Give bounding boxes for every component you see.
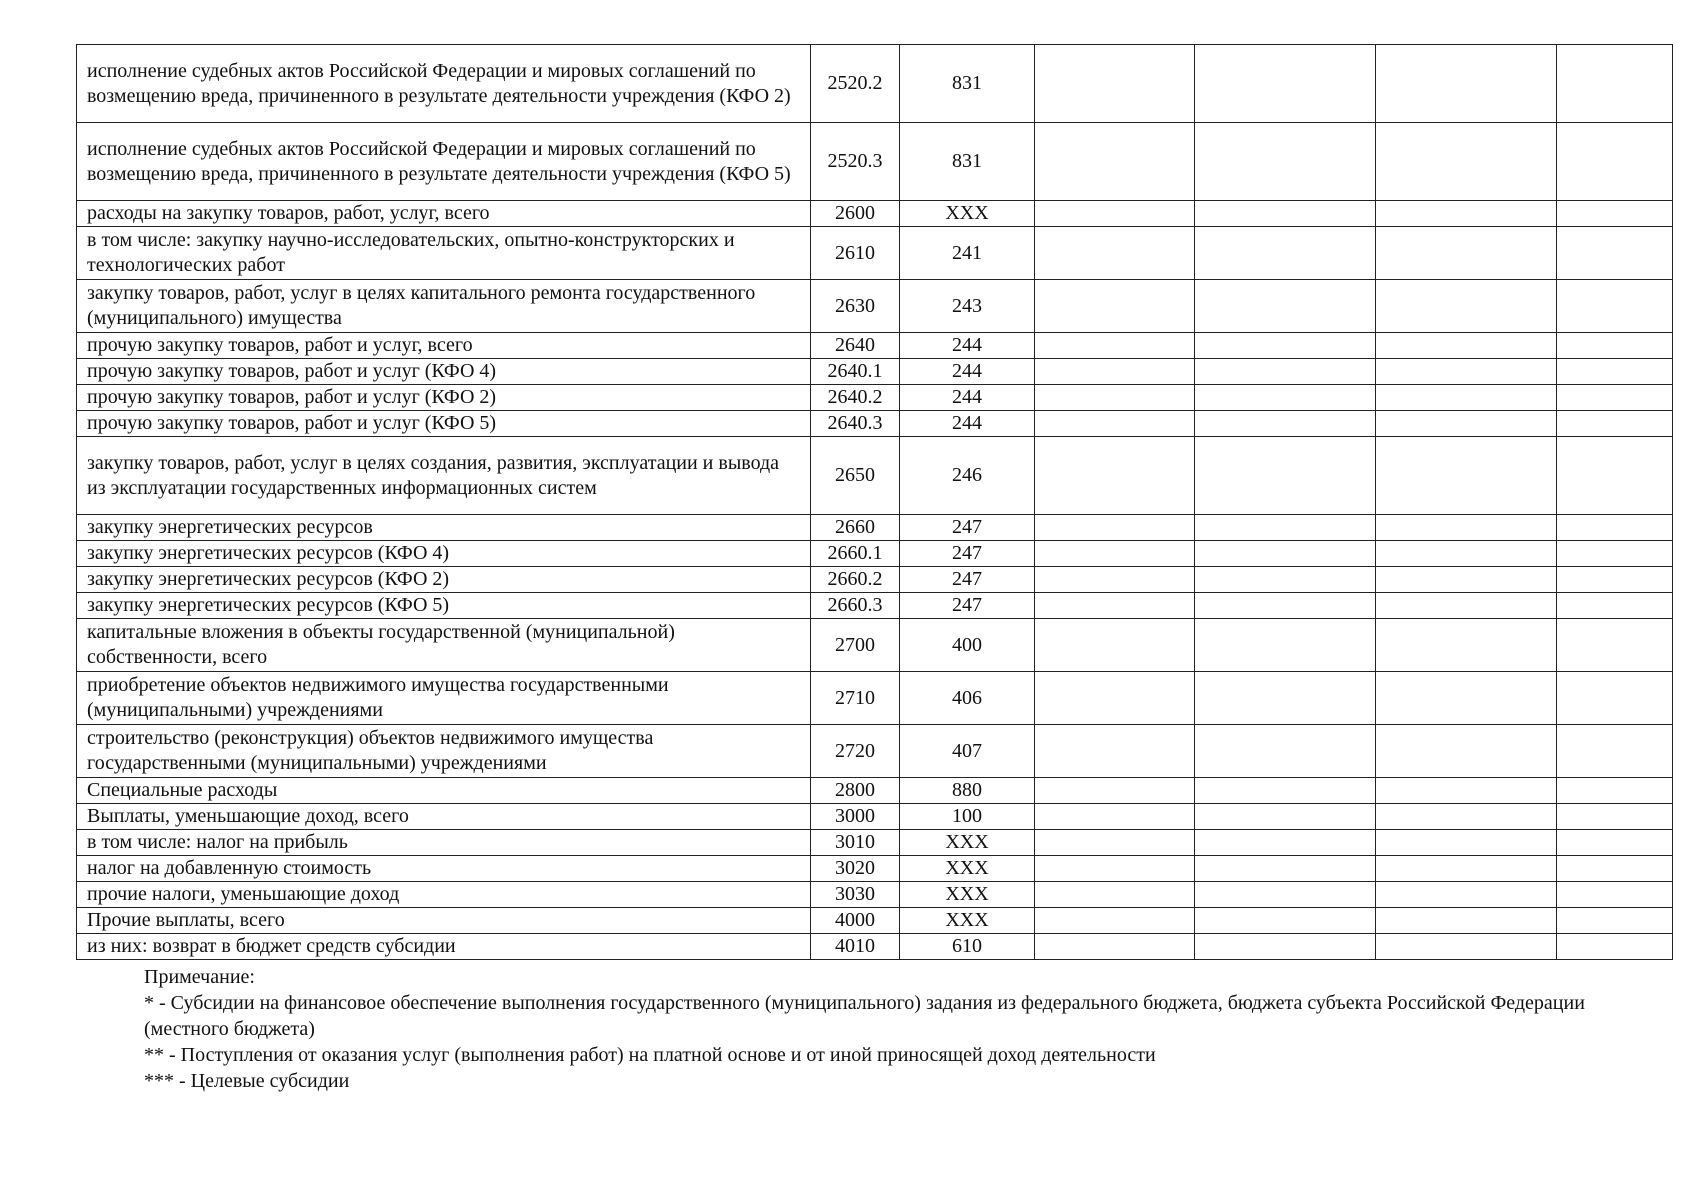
note-item-3: *** - Целевые субсидии [144, 1070, 350, 1092]
row-amount-cell [1376, 804, 1557, 830]
row-name-cell: приобретение объектов недвижимого имущества государственными (муниципальными) учреждениями [77, 672, 811, 725]
row-amount-cell [1557, 359, 1673, 385]
row-kbk-cell: 400 [900, 619, 1035, 672]
row-name-cell: закупку энергетических ресурсов [77, 515, 811, 541]
row-amount-cell [1195, 567, 1376, 593]
row-amount-cell [1195, 593, 1376, 619]
row-code-cell: 2600 [811, 201, 900, 227]
row-kbk-cell: 241 [900, 227, 1035, 280]
row-amount-cell [1376, 882, 1557, 908]
row-amount-cell [1557, 227, 1673, 280]
row-kbk-cell: 244 [900, 333, 1035, 359]
table-row [77, 672, 1673, 725]
expenses-table [76, 44, 1673, 960]
row-amount-cell [1035, 830, 1195, 856]
row-amount-cell [1195, 934, 1376, 960]
row-kbk-cell: XXX [900, 201, 1035, 227]
row-code-cell: 2660.3 [811, 593, 900, 619]
table-row [77, 515, 1673, 541]
table-row [77, 882, 1673, 908]
row-amount-cell [1557, 280, 1673, 333]
row-amount-cell [1035, 123, 1195, 201]
row-amount-cell [1557, 856, 1673, 882]
row-kbk-cell: 243 [900, 280, 1035, 333]
table-row [77, 45, 1673, 123]
row-code-cell: 2710 [811, 672, 900, 725]
row-amount-cell [1557, 437, 1673, 515]
table-row [77, 934, 1673, 960]
row-name-cell: прочую закупку товаров, работ и услуг (КФО 2) [77, 385, 811, 411]
row-kbk-cell: 831 [900, 123, 1035, 201]
row-amount-cell [1195, 804, 1376, 830]
row-code-cell: 2640.2 [811, 385, 900, 411]
row-amount-cell [1557, 830, 1673, 856]
row-amount-cell [1557, 725, 1673, 778]
row-amount-cell [1035, 804, 1195, 830]
row-amount-cell [1195, 515, 1376, 541]
note-item-1: * - Субсидии на финансовое обеспечение выполнения государственного (муниципального) задания из федерального бюджета, бюджета субъекта Российской Федерации (местного бюджета) [144, 992, 1585, 1040]
row-name-cell: прочую закупку товаров, работ и услуг (КФО 4) [77, 359, 811, 385]
row-amount-cell [1195, 201, 1376, 227]
row-amount-cell [1376, 515, 1557, 541]
row-name-cell: прочую закупку товаров, работ и услуг (КФО 5) [77, 411, 811, 437]
row-amount-cell [1376, 830, 1557, 856]
row-amount-cell [1376, 123, 1557, 201]
table-row [77, 385, 1673, 411]
row-amount-cell [1195, 672, 1376, 725]
row-name-cell: закупку товаров, работ, услуг в целях капитального ремонта государственного (муниципального) имущества [77, 280, 811, 333]
row-amount-cell [1376, 908, 1557, 934]
row-amount-cell [1376, 201, 1557, 227]
table-row [77, 227, 1673, 280]
row-amount-cell [1557, 45, 1673, 123]
row-kbk-cell: 247 [900, 541, 1035, 567]
row-name-cell: прочие налоги, уменьшающие доход [77, 882, 811, 908]
row-kbk-cell: XXX [900, 908, 1035, 934]
row-kbk-cell: XXX [900, 830, 1035, 856]
row-kbk-cell: 100 [900, 804, 1035, 830]
row-name-cell: закупку энергетических ресурсов (КФО 2) [77, 567, 811, 593]
row-amount-cell [1195, 541, 1376, 567]
row-kbk-cell: 407 [900, 725, 1035, 778]
row-amount-cell [1376, 333, 1557, 359]
note-item-2: ** - Поступления от оказания услуг (выполнения работ) на платной основе и от иной приносящей доход деятельности [144, 1044, 1156, 1066]
row-name-cell: расходы на закупку товаров, работ, услуг, всего [77, 201, 811, 227]
notes-title: Примечание: [144, 966, 255, 988]
table-row [77, 359, 1673, 385]
row-amount-cell [1035, 411, 1195, 437]
table-row [77, 411, 1673, 437]
row-amount-cell [1376, 227, 1557, 280]
row-amount-cell [1195, 882, 1376, 908]
table-row [77, 280, 1673, 333]
row-code-cell: 2610 [811, 227, 900, 280]
row-amount-cell [1035, 280, 1195, 333]
row-kbk-cell: 244 [900, 411, 1035, 437]
row-amount-cell [1195, 778, 1376, 804]
row-amount-cell [1557, 541, 1673, 567]
row-amount-cell [1557, 515, 1673, 541]
row-amount-cell [1195, 908, 1376, 934]
row-amount-cell [1557, 333, 1673, 359]
table-row [77, 856, 1673, 882]
table-row [77, 567, 1673, 593]
row-name-cell: строительство (реконструкция) объектов недвижимого имущества государственными (муниципальными) учреждениями [77, 725, 811, 778]
row-name-cell: Выплаты, уменьшающие доход, всего [77, 804, 811, 830]
row-name-cell: закупку энергетических ресурсов (КФО 5) [77, 593, 811, 619]
row-amount-cell [1195, 227, 1376, 280]
table-row [77, 201, 1673, 227]
row-kbk-cell: 880 [900, 778, 1035, 804]
row-amount-cell [1376, 934, 1557, 960]
row-code-cell: 3020 [811, 856, 900, 882]
row-amount-cell [1557, 123, 1673, 201]
row-code-cell: 2720 [811, 725, 900, 778]
row-amount-cell [1195, 411, 1376, 437]
table-row [77, 778, 1673, 804]
row-amount-cell [1557, 908, 1673, 934]
row-name-cell: исполнение судебных актов Российской Федерации и мировых соглашений по возмещению вреда, причиненного в результате деятельности учреждения (КФО 2) [77, 45, 811, 123]
row-amount-cell [1376, 45, 1557, 123]
row-code-cell: 2520.2 [811, 45, 900, 123]
row-amount-cell [1195, 333, 1376, 359]
row-amount-cell [1557, 934, 1673, 960]
row-kbk-cell: XXX [900, 882, 1035, 908]
row-code-cell: 2800 [811, 778, 900, 804]
row-amount-cell [1035, 934, 1195, 960]
row-amount-cell [1376, 411, 1557, 437]
row-amount-cell [1557, 593, 1673, 619]
row-amount-cell [1557, 778, 1673, 804]
row-amount-cell [1035, 725, 1195, 778]
row-amount-cell [1195, 856, 1376, 882]
row-kbk-cell: 247 [900, 593, 1035, 619]
table-body [77, 45, 1673, 960]
row-code-cell: 2660.2 [811, 567, 900, 593]
row-name-cell: закупку энергетических ресурсов (КФО 4) [77, 541, 811, 567]
row-kbk-cell: 244 [900, 385, 1035, 411]
row-amount-cell [1195, 619, 1376, 672]
row-amount-cell [1035, 45, 1195, 123]
row-amount-cell [1195, 45, 1376, 123]
row-amount-cell [1035, 856, 1195, 882]
row-name-cell: закупку товаров, работ, услуг в целях создания, развития, эксплуатации и вывода из эксплуатации государственных информационных систем [77, 437, 811, 515]
notes-section [144, 964, 1674, 1094]
row-amount-cell [1195, 280, 1376, 333]
row-code-cell: 3030 [811, 882, 900, 908]
row-name-cell: прочую закупку товаров, работ и услуг, всего [77, 333, 811, 359]
row-code-cell: 2660.1 [811, 541, 900, 567]
row-kbk-cell: 247 [900, 515, 1035, 541]
row-amount-cell [1195, 830, 1376, 856]
row-amount-cell [1376, 856, 1557, 882]
row-amount-cell [1376, 593, 1557, 619]
table-row [77, 830, 1673, 856]
row-amount-cell [1376, 280, 1557, 333]
row-amount-cell [1035, 778, 1195, 804]
row-amount-cell [1035, 333, 1195, 359]
row-code-cell: 2650 [811, 437, 900, 515]
row-amount-cell [1557, 619, 1673, 672]
row-kbk-cell: 831 [900, 45, 1035, 123]
row-code-cell: 2630 [811, 280, 900, 333]
row-code-cell: 2520.3 [811, 123, 900, 201]
row-code-cell: 3000 [811, 804, 900, 830]
row-amount-cell [1195, 385, 1376, 411]
row-code-cell: 4000 [811, 908, 900, 934]
row-amount-cell [1557, 882, 1673, 908]
row-amount-cell [1195, 725, 1376, 778]
table-row [77, 333, 1673, 359]
row-amount-cell [1557, 201, 1673, 227]
row-amount-cell [1035, 359, 1195, 385]
row-amount-cell [1035, 882, 1195, 908]
row-amount-cell [1376, 437, 1557, 515]
row-name-cell: в том числе: закупку научно-исследовательских, опытно-конструкторских и технологических работ [77, 227, 811, 280]
row-amount-cell [1035, 567, 1195, 593]
row-amount-cell [1557, 672, 1673, 725]
row-code-cell: 2640.3 [811, 411, 900, 437]
row-amount-cell [1557, 385, 1673, 411]
table-row [77, 541, 1673, 567]
row-amount-cell [1557, 411, 1673, 437]
row-kbk-cell: 247 [900, 567, 1035, 593]
row-amount-cell [1035, 437, 1195, 515]
row-amount-cell [1376, 672, 1557, 725]
row-amount-cell [1035, 201, 1195, 227]
row-amount-cell [1376, 385, 1557, 411]
row-amount-cell [1035, 619, 1195, 672]
row-code-cell: 2640.1 [811, 359, 900, 385]
row-amount-cell [1376, 725, 1557, 778]
row-amount-cell [1195, 437, 1376, 515]
row-amount-cell [1035, 672, 1195, 725]
table-row [77, 619, 1673, 672]
row-code-cell: 2660 [811, 515, 900, 541]
row-name-cell: Прочие выплаты, всего [77, 908, 811, 934]
row-name-cell: налог на добавленную стоимость [77, 856, 811, 882]
table-row [77, 437, 1673, 515]
row-amount-cell [1035, 541, 1195, 567]
row-amount-cell [1035, 593, 1195, 619]
row-code-cell: 3010 [811, 830, 900, 856]
row-kbk-cell: 610 [900, 934, 1035, 960]
table-row [77, 908, 1673, 934]
row-amount-cell [1035, 385, 1195, 411]
row-kbk-cell: 244 [900, 359, 1035, 385]
row-amount-cell [1035, 515, 1195, 541]
table-row [77, 804, 1673, 830]
row-amount-cell [1557, 567, 1673, 593]
row-amount-cell [1035, 227, 1195, 280]
row-kbk-cell: XXX [900, 856, 1035, 882]
row-kbk-cell: 406 [900, 672, 1035, 725]
row-amount-cell [1376, 778, 1557, 804]
table-row [77, 123, 1673, 201]
row-amount-cell [1376, 541, 1557, 567]
table-row [77, 593, 1673, 619]
row-code-cell: 2640 [811, 333, 900, 359]
row-name-cell: из них: возврат в бюджет средств субсидии [77, 934, 811, 960]
row-name-cell: капитальные вложения в объекты государственной (муниципальной) собственности, всего [77, 619, 811, 672]
row-code-cell: 4010 [811, 934, 900, 960]
row-name-cell: Специальные расходы [77, 778, 811, 804]
row-name-cell: исполнение судебных актов Российской Федерации и мировых соглашений по возмещению вреда, причиненного в результате деятельности учреждения (КФО 5) [77, 123, 811, 201]
row-amount-cell [1195, 359, 1376, 385]
row-kbk-cell: 246 [900, 437, 1035, 515]
row-amount-cell [1035, 908, 1195, 934]
row-amount-cell [1557, 804, 1673, 830]
row-amount-cell [1195, 123, 1376, 201]
table-row [77, 725, 1673, 778]
row-name-cell: в том числе: налог на прибыль [77, 830, 811, 856]
row-code-cell: 2700 [811, 619, 900, 672]
row-amount-cell [1376, 567, 1557, 593]
row-amount-cell [1376, 619, 1557, 672]
row-amount-cell [1376, 359, 1557, 385]
